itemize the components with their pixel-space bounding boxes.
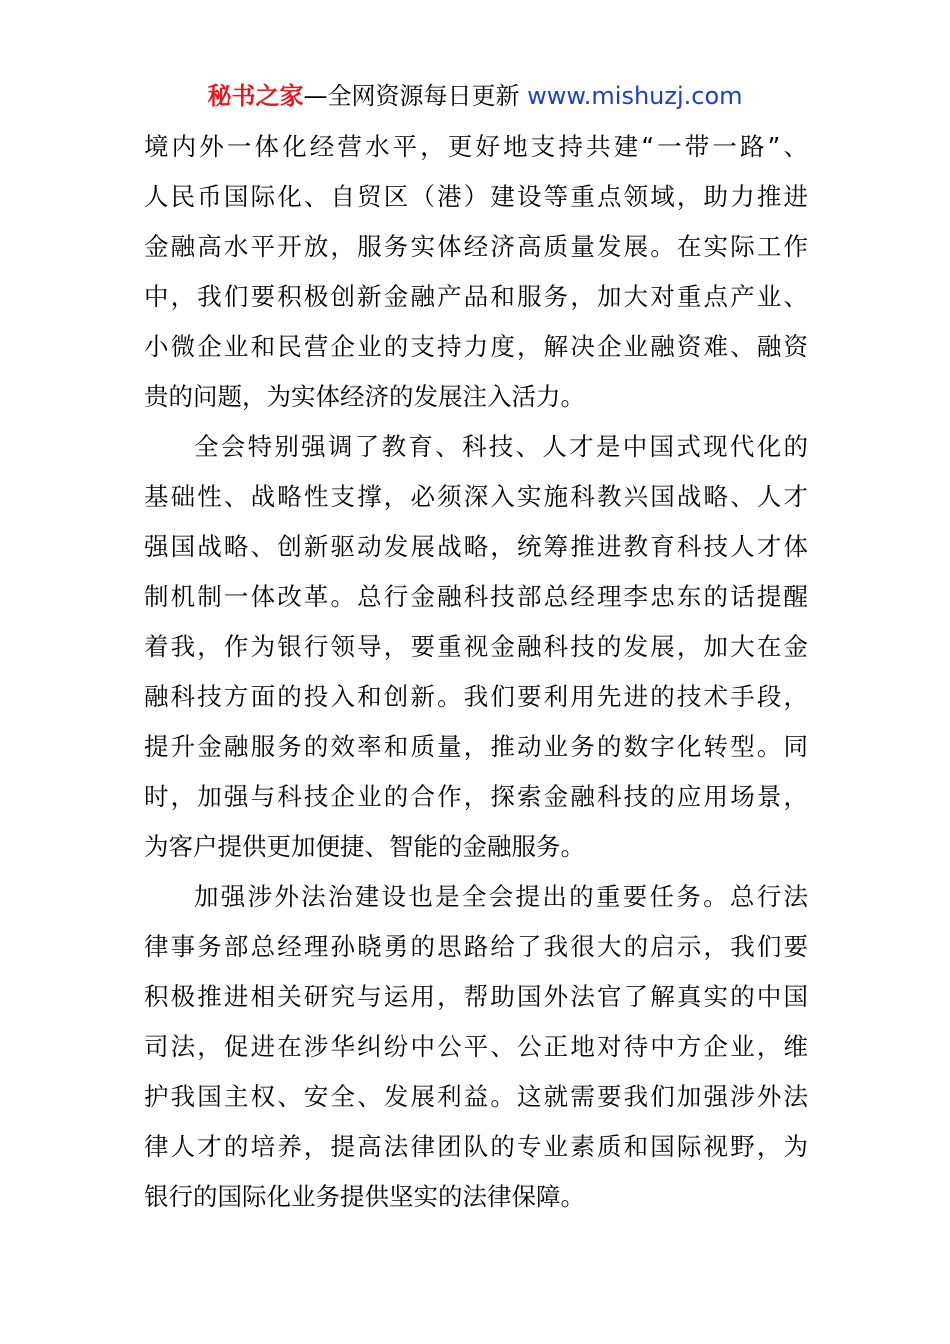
text-line: 人民币国际化、自贸区（港）建设等重点领域，助力推进	[144, 182, 808, 211]
text-line: 中，我们要积极创新金融产品和服务，加大对重点产业、	[144, 282, 808, 311]
text-line: 护我国主权、安全、发展利益。这就需要我们加强涉外法	[144, 1082, 808, 1111]
text-line: 银行的国际化业务提供坚实的法律保障。	[144, 1182, 585, 1211]
text-line: 律人才的培养，提高法律团队的专业素质和国际视野，为	[144, 1132, 808, 1161]
text-line: 司法，促进在涉华纠纷中公平、公正地对待中方企业，维	[144, 1032, 808, 1061]
text-line: 融科技方面的投入和创新。我们要利用先进的技术手段，	[144, 682, 808, 711]
paragraph-1	[144, 122, 808, 422]
document-body	[144, 122, 808, 1222]
site-url[interactable]: www.mishuzj.com	[527, 82, 743, 110]
text-line: 强国战略、创新驱动发展战略，统筹推进教育科技人才体	[144, 532, 808, 561]
text-line: 积极推进相关研究与运用，帮助国外法官了解真实的中国	[144, 982, 808, 1011]
text-line: 提升金融服务的效率和质量，推动业务的数字化转型。同	[144, 732, 808, 761]
site-tagline: —全网资源每日更新	[303, 82, 520, 110]
text-line: 时，加强与科技企业的合作，探索金融科技的应用场景，	[144, 782, 808, 811]
text-line: 小微企业和民营企业的支持力度，解决企业融资难、融资	[144, 332, 808, 361]
text-line: 境内外一体化经营水平，更好地支持共建“一带一路”、	[144, 132, 808, 161]
paragraph-2	[144, 422, 808, 872]
paragraph-3	[144, 872, 808, 1222]
text-line: 贵的问题，为实体经济的发展注入活力。	[144, 382, 585, 411]
site-brand: 秘书之家	[207, 82, 304, 110]
text-line: 律事务部总经理孙晓勇的思路给了我很大的启示，我们要	[144, 932, 808, 961]
text-line: 基础性、战略性支撑，必须深入实施科教兴国战略、人才	[144, 482, 808, 511]
page-header	[0, 78, 950, 114]
text-line: 着我，作为银行领导，要重视金融科技的发展，加大在金	[144, 632, 808, 661]
text-line: 制机制一体改革。总行金融科技部总经理李忠东的话提醒	[144, 582, 808, 611]
text-line: 为客户提供更加便捷、智能的金融服务。	[144, 832, 585, 861]
text-line: 加强涉外法治建设也是全会提出的重要任务。总行法	[194, 882, 808, 911]
text-line: 全会特别强调了教育、科技、人才是中国式现代化的	[194, 432, 808, 461]
text-line: 金融高水平开放，服务实体经济高质量发展。在实际工作	[144, 232, 808, 261]
